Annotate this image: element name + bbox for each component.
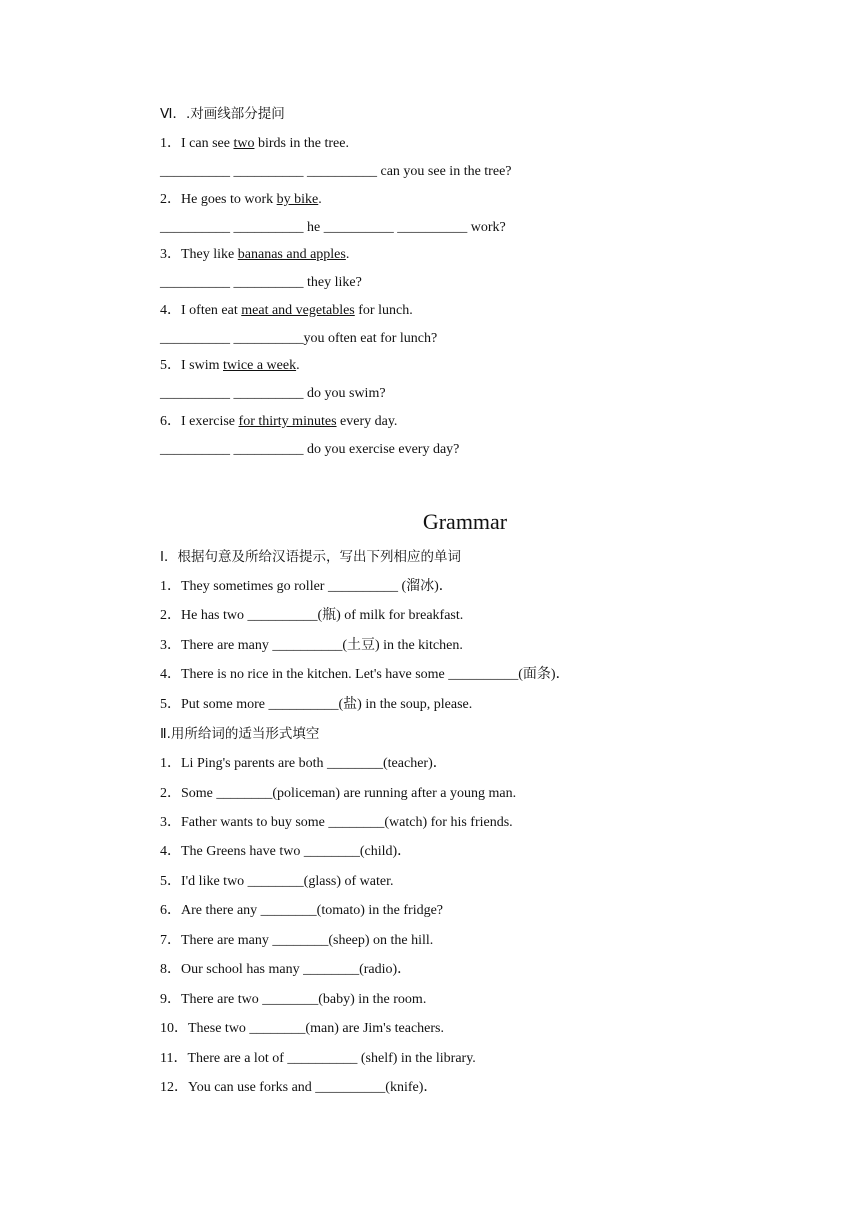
item-text: for lunch. bbox=[354, 303, 413, 318]
exercise-item: 7．There are many ________(sheep) on the hill. bbox=[160, 933, 434, 948]
answer-line: __________ __________ do you exercise every day? bbox=[160, 442, 460, 457]
exercise-item: 12．You can use forks and __________(knife)． bbox=[160, 1080, 438, 1095]
exercise-item: 3．Father wants to buy some ________(watch) for his friends. bbox=[160, 815, 513, 830]
question-item bbox=[160, 413, 397, 431]
exercise-item: 2．He has two __________(瓶) of milk for breakfast. bbox=[160, 608, 464, 623]
item-text: I often eat bbox=[181, 303, 242, 318]
underlined-phrase: two bbox=[233, 136, 255, 151]
item-text: I can see bbox=[181, 136, 234, 151]
item-number: 6． bbox=[160, 414, 181, 429]
exercise-item: 1．They sometimes go roller __________ (溜冰)． bbox=[160, 579, 453, 594]
item-number: 5． bbox=[160, 358, 181, 373]
item-text: birds in the tree. bbox=[254, 136, 349, 151]
underlined-phrase: for thirty minutes bbox=[238, 414, 337, 429]
item-number: 3． bbox=[160, 247, 181, 262]
answer-line: __________ __________you often eat for lunch? bbox=[160, 331, 438, 346]
underlined-phrase: bananas and apples bbox=[237, 247, 346, 262]
part2-heading: Ⅱ.用所给词的适当形式填空 bbox=[160, 726, 320, 742]
grammar-title: Grammar bbox=[422, 509, 508, 534]
item-number: 2． bbox=[160, 192, 181, 207]
question-item bbox=[160, 135, 349, 153]
exercise-item: 3．There are many __________(土豆) in the kitchen. bbox=[160, 638, 463, 653]
item-text: . bbox=[318, 192, 322, 207]
answer-line: __________ __________ do you swim? bbox=[160, 386, 386, 401]
section6-heading: Ⅵ．.对画线部分提问 bbox=[160, 106, 285, 122]
underlined-phrase: by bike bbox=[276, 192, 319, 207]
question-item bbox=[160, 246, 349, 264]
question-item bbox=[160, 302, 413, 320]
underlined-phrase: meat and vegetables bbox=[241, 303, 355, 318]
exercise-item: 5．I'd like two ________(glass) of water. bbox=[160, 874, 394, 889]
exercise-item: 10．These two ________(man) are Jim's teachers. bbox=[160, 1021, 444, 1036]
underlined-phrase: twice a week bbox=[223, 358, 297, 373]
part1-heading: Ⅰ．根据句意及所给汉语提示，写出下列相应的单词 bbox=[160, 549, 461, 565]
answer-line: __________ __________ they like? bbox=[160, 275, 362, 290]
item-text: He goes to work bbox=[181, 192, 277, 207]
exercise-item: 8．Our school has many ________(radio)． bbox=[160, 962, 412, 977]
exercise-item: 4．The Greens have two ________(child)． bbox=[160, 844, 412, 859]
exercise-item: 6．Are there any ________(tomato) in the fridge? bbox=[160, 903, 444, 918]
exercise-item: 11．There are a lot of __________ (shelf) in the library. bbox=[160, 1051, 476, 1066]
question-item bbox=[160, 191, 322, 209]
question-item bbox=[160, 357, 300, 375]
answer-line: __________ __________ he __________ __________ work? bbox=[160, 220, 506, 235]
exercise-item: 1．Li Ping's parents are both ________(teacher)． bbox=[160, 756, 447, 771]
exercise-item: 9．There are two ________(baby) in the room. bbox=[160, 992, 427, 1007]
item-text: . bbox=[345, 247, 350, 262]
exercise-item: 5．Put some more __________(盐) in the soup, please. bbox=[160, 697, 473, 712]
item-number: 4． bbox=[160, 303, 181, 318]
item-text: I swim bbox=[181, 358, 223, 373]
item-text: I exercise bbox=[181, 414, 239, 429]
item-text: They like bbox=[181, 247, 238, 262]
exercise-item: 4．There is no rice in the kitchen. Let's have some __________(面条)． bbox=[160, 667, 570, 682]
answer-line: __________ __________ __________ can you see in the tree? bbox=[160, 164, 512, 179]
exercise-item: 2．Some ________(policeman) are running after a young man. bbox=[160, 786, 517, 801]
item-text: . bbox=[296, 358, 300, 373]
item-text: every day. bbox=[336, 414, 398, 429]
item-number: 1． bbox=[160, 136, 181, 151]
